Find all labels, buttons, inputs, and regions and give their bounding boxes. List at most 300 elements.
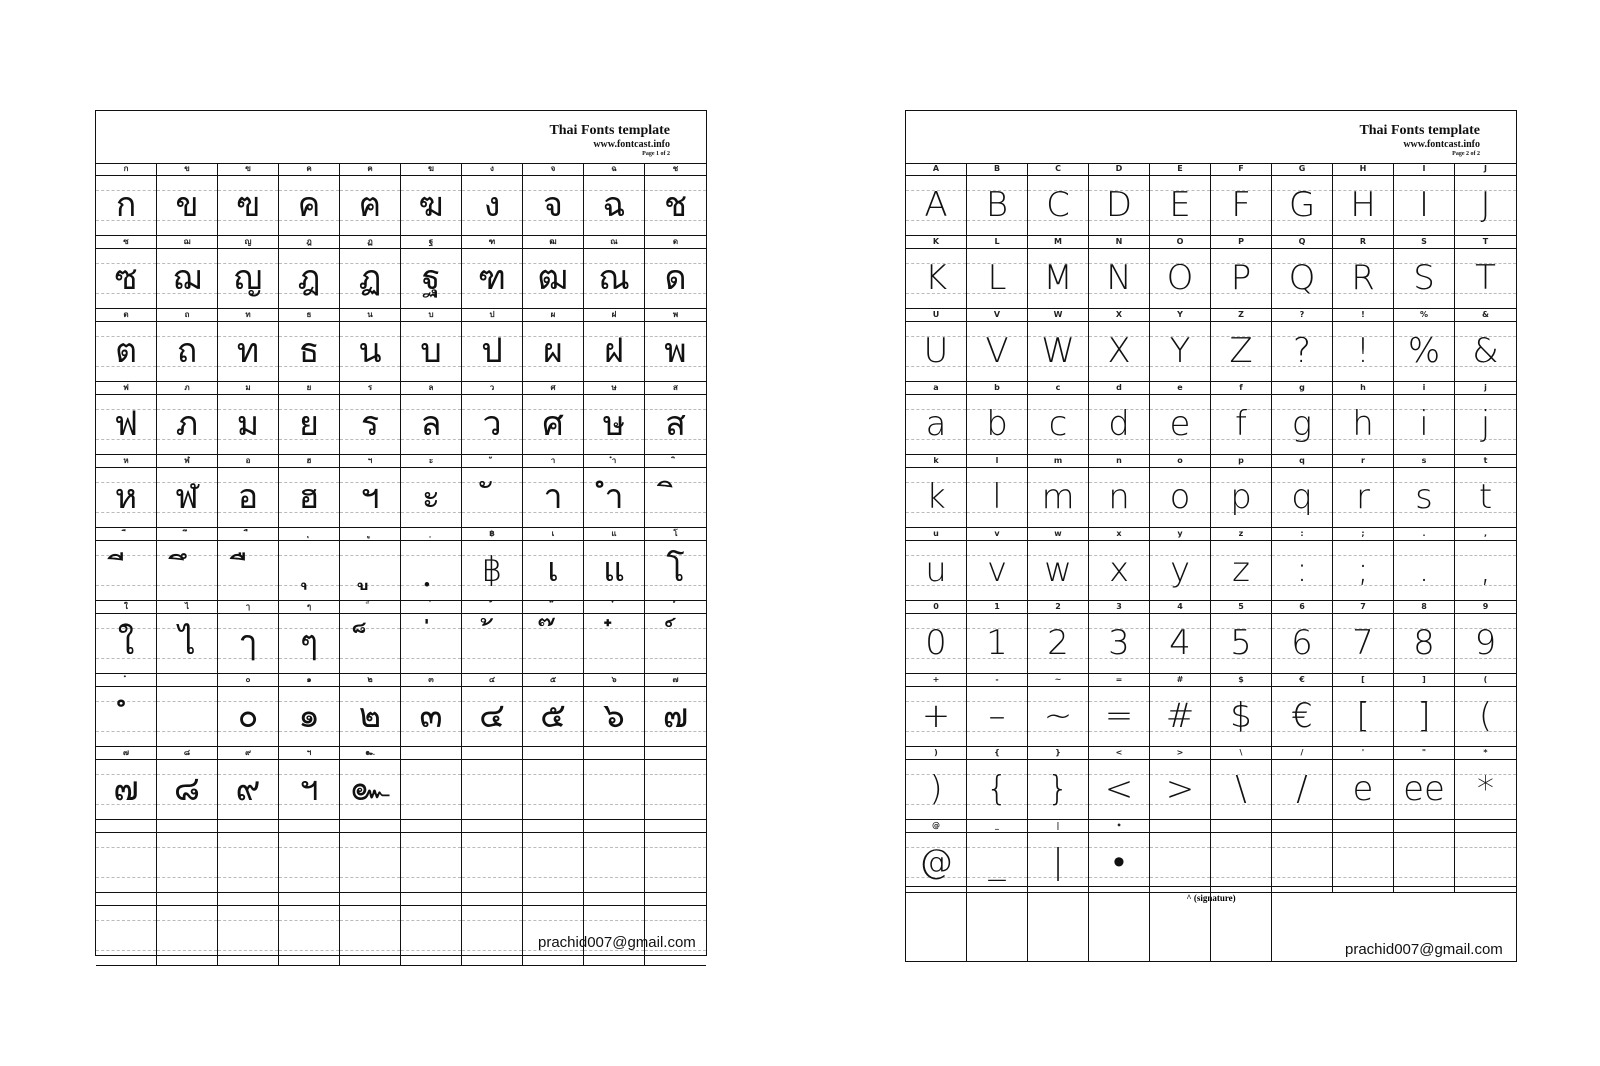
- latin-glyph-cell[interactable]: [906, 760, 967, 819]
- latin-glyph-cell[interactable]: [1211, 176, 1272, 235]
- latin-label-cell: :: [1272, 528, 1333, 540]
- latin-glyph-cell[interactable]: [1394, 833, 1455, 892]
- thai-glyph-cell[interactable]: [157, 395, 218, 454]
- thai-glyph: ๛: [350, 769, 390, 809]
- latin-label-cell: c: [1028, 382, 1089, 394]
- latin-glyph-row: [906, 541, 1516, 601]
- latin-glyph-cell[interactable]: [1333, 833, 1394, 892]
- thai-glyph-cell[interactable]: [645, 468, 706, 527]
- latin-glyph-cell[interactable]: [1028, 833, 1089, 892]
- thai-glyph-cell[interactable]: [401, 176, 462, 235]
- thai-glyph-cell[interactable]: [157, 541, 218, 600]
- thai-label-cell: [96, 820, 157, 832]
- right-sheet-page-number: Page 2 of 2: [1452, 151, 1480, 157]
- thai-glyph-cell[interactable]: [96, 760, 157, 819]
- thai-glyph-cell[interactable]: [584, 176, 645, 235]
- latin-label-cell: T: [1482, 237, 1489, 246]
- thai-glyph-cell[interactable]: [157, 322, 218, 381]
- latin-glyph: O: [1166, 258, 1194, 298]
- thai-glyph-cell[interactable]: [645, 833, 706, 892]
- thai-glyph-cell[interactable]: [279, 906, 340, 965]
- latin-glyph-cell[interactable]: [1272, 322, 1333, 381]
- thai-glyph-cell[interactable]: [279, 249, 340, 308]
- thai-glyph-row: [96, 176, 706, 236]
- thai-glyph-cell[interactable]: [340, 468, 401, 527]
- latin-glyph-cell[interactable]: [1089, 176, 1150, 235]
- latin-label-cell: !: [1333, 309, 1394, 321]
- thai-label-cell: [401, 820, 462, 832]
- thai-glyph: ใ: [117, 623, 135, 663]
- thai-glyph-cell[interactable]: [523, 249, 584, 308]
- latin-glyph-cell[interactable]: [1089, 322, 1150, 381]
- thai-glyph-cell[interactable]: [462, 322, 523, 381]
- thai-glyph-cell[interactable]: [157, 687, 218, 746]
- thai-glyph-cell[interactable]: [157, 468, 218, 527]
- thai-glyph-cell[interactable]: [218, 687, 279, 746]
- latin-label-cell: i: [1394, 382, 1455, 394]
- thai-label-cell: ฏ: [340, 236, 401, 248]
- latin-glyph-cell[interactable]: [1333, 249, 1394, 308]
- latin-glyph-cell[interactable]: [1028, 614, 1089, 673]
- thai-glyph-cell[interactable]: [218, 833, 279, 892]
- latin-glyph: >: [1165, 769, 1195, 809]
- thai-label-cell: ศ: [523, 382, 584, 394]
- thai-glyph-cell[interactable]: [340, 760, 401, 819]
- thai-glyph-cell[interactable]: [645, 322, 706, 381]
- thai-glyph-cell[interactable]: [218, 176, 279, 235]
- thai-glyph-cell[interactable]: [401, 395, 462, 454]
- latin-label-cell: U: [906, 309, 967, 321]
- latin-glyph-cell[interactable]: [967, 541, 1028, 600]
- latin-glyph-cell[interactable]: [1150, 614, 1211, 673]
- latin-glyph-cell[interactable]: [1089, 395, 1150, 454]
- thai-glyph-cell[interactable]: [584, 833, 645, 892]
- thai-glyph-cell[interactable]: [340, 176, 401, 235]
- right-sheet-email: prachid007@gmail.com: [1345, 941, 1503, 958]
- latin-glyph-cell[interactable]: [1272, 468, 1333, 527]
- latin-glyph-row: [906, 833, 1516, 893]
- thai-label-cell: [584, 820, 645, 832]
- thai-glyph-cell[interactable]: [218, 760, 279, 819]
- latin-glyph-cell[interactable]: [1455, 760, 1516, 819]
- thai-glyph: ๗: [662, 696, 689, 736]
- latin-glyph-cell[interactable]: [1089, 833, 1150, 892]
- thai-glyph-cell[interactable]: [340, 614, 401, 673]
- latin-label-cell: [1394, 820, 1455, 832]
- thai-glyph-cell[interactable]: [340, 687, 401, 746]
- thai-label-cell: [584, 747, 645, 759]
- latin-glyph-cell[interactable]: [1394, 760, 1455, 819]
- thai-label-cell: ภ: [157, 382, 218, 394]
- latin-glyph-cell[interactable]: [1333, 687, 1394, 746]
- thai-glyph: ต: [114, 331, 138, 371]
- latin-glyph-cell[interactable]: [1394, 176, 1455, 235]
- latin-glyph-cell[interactable]: [967, 760, 1028, 819]
- thai-glyph-cell[interactable]: [645, 541, 706, 600]
- thai-glyph-cell[interactable]: [96, 906, 157, 965]
- latin-glyph-cell[interactable]: [1272, 833, 1333, 892]
- thai-glyph-cell[interactable]: [279, 468, 340, 527]
- latin-glyph-cell[interactable]: [1333, 395, 1394, 454]
- thai-glyph-cell[interactable]: [279, 614, 340, 673]
- thai-label-cell: [340, 820, 401, 832]
- thai-label-cell: ฿: [462, 528, 523, 540]
- thai-glyph-cell[interactable]: [584, 541, 645, 600]
- thai-glyph-cell[interactable]: [279, 541, 340, 600]
- latin-glyph-cell[interactable]: [967, 395, 1028, 454]
- thai-label-cell: แ: [584, 528, 645, 540]
- thai-glyph: น: [358, 331, 382, 371]
- latin-label-cell: L: [967, 236, 1028, 248]
- latin-glyph-cell[interactable]: [1394, 249, 1455, 308]
- latin-glyph-cell[interactable]: [1394, 395, 1455, 454]
- latin-label-cell: $: [1211, 674, 1272, 686]
- latin-glyph-cell[interactable]: [1150, 760, 1211, 819]
- thai-label-row: [96, 382, 706, 395]
- thai-glyph: ๕: [540, 696, 566, 736]
- thai-glyph-cell[interactable]: [523, 395, 584, 454]
- thai-glyph-cell[interactable]: [96, 249, 157, 308]
- latin-glyph-cell[interactable]: [1394, 468, 1455, 527]
- latin-label-cell: [1333, 820, 1394, 832]
- latin-glyph-cell[interactable]: [1089, 468, 1150, 527]
- thai-glyph-cell[interactable]: [279, 395, 340, 454]
- latin-label-row: [906, 674, 1516, 687]
- thai-glyph-cell[interactable]: [523, 541, 584, 600]
- latin-glyph: ): [929, 769, 943, 809]
- latin-glyph: Q: [1288, 258, 1316, 298]
- thai-glyph-cell[interactable]: [462, 906, 523, 965]
- thai-glyph-cell[interactable]: [157, 176, 218, 235]
- thai-glyph-cell[interactable]: [279, 760, 340, 819]
- latin-label-row: [906, 820, 1516, 833]
- thai-glyph: บ: [420, 331, 442, 371]
- latin-glyph-cell[interactable]: [967, 468, 1028, 527]
- latin-glyph-cell[interactable]: [1455, 322, 1516, 381]
- latin-glyph-cell[interactable]: [1455, 395, 1516, 454]
- latin-glyph: /: [1296, 769, 1308, 809]
- latin-label-cell: ]: [1394, 674, 1455, 686]
- thai-label-cell: [523, 820, 584, 832]
- latin-label-cell: €: [1272, 674, 1333, 686]
- thai-glyph-cell[interactable]: [157, 833, 218, 892]
- thai-glyph-cell[interactable]: [645, 176, 706, 235]
- thai-glyph-cell[interactable]: [157, 906, 218, 965]
- latin-glyph: R: [1351, 258, 1375, 298]
- thai-glyph-cell[interactable]: [584, 687, 645, 746]
- thai-label-cell: จ: [523, 163, 584, 175]
- latin-glyph-cell[interactable]: [1333, 760, 1394, 819]
- thai-glyph-cell[interactable]: [401, 468, 462, 527]
- latin-glyph-cell[interactable]: [1028, 760, 1089, 819]
- thai-label-cell: ฯ: [279, 747, 340, 759]
- latin-glyph-cell[interactable]: [1455, 687, 1516, 746]
- latin-glyph-cell[interactable]: [1455, 614, 1516, 673]
- thai-glyph-cell[interactable]: [218, 906, 279, 965]
- latin-glyph-cell[interactable]: [967, 249, 1028, 308]
- thai-glyph-cell[interactable]: [218, 541, 279, 600]
- thai-glyph-cell[interactable]: [96, 833, 157, 892]
- thai-glyph-cell[interactable]: [401, 614, 462, 673]
- thai-glyph-cell[interactable]: [401, 249, 462, 308]
- latin-glyph-cell[interactable]: [906, 249, 967, 308]
- thai-label-cell: ซ: [96, 236, 157, 248]
- latin-glyph-cell[interactable]: [967, 833, 1028, 892]
- latin-glyph-cell[interactable]: [1272, 176, 1333, 235]
- latin-label-cell: P: [1211, 236, 1272, 248]
- latin-glyph: #: [1165, 696, 1195, 736]
- latin-glyph-cell[interactable]: [967, 322, 1028, 381]
- latin-glyph-cell[interactable]: [1333, 468, 1394, 527]
- latin-glyph-cell[interactable]: [1211, 322, 1272, 381]
- latin-glyph-cell[interactable]: [906, 176, 967, 235]
- thai-glyph-cell[interactable]: [523, 687, 584, 746]
- latin-glyph-cell[interactable]: [1211, 468, 1272, 527]
- latin-glyph-cell[interactable]: [906, 687, 967, 746]
- thai-glyph-cell[interactable]: [340, 249, 401, 308]
- latin-glyph-cell[interactable]: [1028, 322, 1089, 381]
- latin-label-cell: ": [1394, 747, 1455, 759]
- latin-glyph-cell[interactable]: [1211, 395, 1272, 454]
- thai-glyph: ธ: [298, 331, 320, 371]
- latin-label-cell: V: [967, 309, 1028, 321]
- latin-glyph: b: [986, 404, 1008, 444]
- thai-glyph-cell[interactable]: [462, 395, 523, 454]
- thai-label-cell: [157, 674, 218, 686]
- thai-glyph-cell[interactable]: [401, 322, 462, 381]
- latin-glyph-cell[interactable]: [1455, 468, 1516, 527]
- latin-glyph-cell[interactable]: [1455, 249, 1516, 308]
- thai-glyph: ำ: [604, 477, 624, 517]
- latin-glyph: €: [1291, 696, 1313, 736]
- thai-glyph-cell[interactable]: [157, 614, 218, 673]
- thai-glyph-cell[interactable]: [157, 760, 218, 819]
- thai-glyph-cell[interactable]: [462, 614, 523, 673]
- thai-glyph-cell[interactable]: [462, 249, 523, 308]
- latin-glyph-cell[interactable]: [1150, 833, 1211, 892]
- latin-glyph-cell[interactable]: [906, 468, 967, 527]
- thai-glyph-cell[interactable]: [462, 833, 523, 892]
- thai-glyph-cell[interactable]: [462, 468, 523, 527]
- thai-glyph-cell[interactable]: [523, 176, 584, 235]
- thai-glyph-cell[interactable]: [584, 322, 645, 381]
- latin-glyph-cell[interactable]: [906, 833, 967, 892]
- thai-glyph-cell[interactable]: [645, 614, 706, 673]
- thai-glyph-cell[interactable]: [340, 322, 401, 381]
- thai-glyph-cell[interactable]: [401, 906, 462, 965]
- thai-glyph-cell[interactable]: [218, 468, 279, 527]
- latin-glyph-cell[interactable]: [1028, 687, 1089, 746]
- thai-glyph-cell[interactable]: [401, 833, 462, 892]
- latin-glyph-cell[interactable]: [1150, 468, 1211, 527]
- latin-label-row: [906, 601, 1516, 614]
- thai-glyph-cell[interactable]: [462, 760, 523, 819]
- latin-glyph-cell[interactable]: [967, 687, 1028, 746]
- latin-glyph-cell[interactable]: [1211, 833, 1272, 892]
- thai-label-row: [96, 820, 706, 833]
- thai-glyph-cell[interactable]: [279, 833, 340, 892]
- thai-glyph-cell[interactable]: [645, 687, 706, 746]
- latin-label-cell: +: [906, 674, 967, 686]
- latin-glyph-cell[interactable]: [1028, 468, 1089, 527]
- thai-glyph-cell[interactable]: [96, 687, 157, 746]
- thai-glyph-cell[interactable]: [218, 395, 279, 454]
- thai-glyph-cell[interactable]: [279, 687, 340, 746]
- latin-glyph-cell[interactable]: [1150, 322, 1211, 381]
- thai-label-cell: ๆ: [279, 601, 340, 613]
- thai-glyph-cell[interactable]: [523, 760, 584, 819]
- latin-glyph-cell[interactable]: [1211, 687, 1272, 746]
- latin-label-cell: X: [1089, 309, 1150, 321]
- latin-glyph-cell[interactable]: [1394, 541, 1455, 600]
- latin-glyph-cell[interactable]: [1333, 614, 1394, 673]
- latin-label-cell: •: [1089, 820, 1150, 832]
- latin-glyph-cell[interactable]: [1150, 176, 1211, 235]
- thai-glyph-cell[interactable]: [218, 322, 279, 381]
- latin-glyph-cell[interactable]: [967, 176, 1028, 235]
- latin-glyph-cell[interactable]: [906, 541, 967, 600]
- latin-glyph-cell[interactable]: [906, 614, 967, 673]
- thai-glyph-cell[interactable]: [401, 760, 462, 819]
- latin-label-cell: p: [1211, 455, 1272, 467]
- thai-glyph-cell[interactable]: [96, 176, 157, 235]
- latin-glyph-cell[interactable]: [1272, 541, 1333, 600]
- latin-glyph: f: [1235, 404, 1247, 444]
- thai-glyph-cell[interactable]: [157, 249, 218, 308]
- thai-glyph-cell[interactable]: [401, 687, 462, 746]
- thai-glyph-cell[interactable]: [523, 468, 584, 527]
- latin-glyph-cell[interactable]: [1272, 687, 1333, 746]
- latin-glyph: @: [919, 842, 953, 882]
- thai-glyph-cell[interactable]: [340, 541, 401, 600]
- latin-glyph-cell[interactable]: [1150, 249, 1211, 308]
- thai-glyph-cell[interactable]: [340, 906, 401, 965]
- thai-glyph-cell[interactable]: [218, 614, 279, 673]
- thai-glyph-cell[interactable]: [279, 176, 340, 235]
- latin-label-cell: 5: [1211, 601, 1272, 613]
- thai-label-cell: ค: [279, 163, 340, 175]
- latin-glyph-cell[interactable]: [1028, 541, 1089, 600]
- latin-glyph-cell[interactable]: [1394, 322, 1455, 381]
- latin-glyph-cell[interactable]: [906, 395, 967, 454]
- thai-glyph-cell[interactable]: [218, 249, 279, 308]
- latin-glyph: 4: [1169, 623, 1191, 663]
- latin-glyph: T: [1475, 258, 1496, 298]
- latin-glyph-cell[interactable]: [1272, 760, 1333, 819]
- thai-glyph-cell[interactable]: [523, 833, 584, 892]
- thai-glyph-cell[interactable]: [584, 760, 645, 819]
- latin-glyph-cell[interactable]: [906, 322, 967, 381]
- thai-glyph-cell[interactable]: [96, 468, 157, 527]
- latin-glyph-cell[interactable]: [1211, 249, 1272, 308]
- latin-glyph-cell[interactable]: [1089, 614, 1150, 673]
- thai-glyph-cell[interactable]: [584, 249, 645, 308]
- latin-label-cell: =: [1089, 674, 1150, 686]
- thai-glyph: จ: [543, 185, 563, 225]
- thai-label-row: [96, 747, 706, 760]
- thai-glyph-cell[interactable]: [462, 687, 523, 746]
- thai-label-cell: ท: [218, 309, 279, 321]
- thai-glyph-cell[interactable]: [279, 322, 340, 381]
- thai-glyph-cell[interactable]: [401, 541, 462, 600]
- thai-glyph-cell[interactable]: [523, 322, 584, 381]
- thai-label-cell: ถ: [157, 309, 218, 321]
- latin-glyph-cell[interactable]: [1394, 614, 1455, 673]
- thai-glyph-cell[interactable]: [96, 541, 157, 600]
- latin-glyph-cell[interactable]: [1333, 176, 1394, 235]
- thai-glyph-cell[interactable]: [340, 833, 401, 892]
- latin-glyph: A: [924, 185, 948, 225]
- latin-glyph-cell[interactable]: [1272, 614, 1333, 673]
- thai-glyph-row: [96, 614, 706, 674]
- thai-glyph-cell[interactable]: [462, 541, 523, 600]
- latin-glyph-cell[interactable]: [1028, 176, 1089, 235]
- thai-label-cell: น: [340, 309, 401, 321]
- latin-label-cell: r: [1333, 455, 1394, 467]
- thai-glyph: ไ: [178, 623, 196, 663]
- latin-glyph-cell[interactable]: [1089, 687, 1150, 746]
- thai-glyph-cell[interactable]: [96, 614, 157, 673]
- latin-glyph-cell[interactable]: [1272, 395, 1333, 454]
- thai-glyph-cell[interactable]: [645, 760, 706, 819]
- latin-label-cell: J: [1484, 164, 1487, 173]
- latin-glyph-cell[interactable]: [1455, 541, 1516, 600]
- latin-glyph-cell[interactable]: [1333, 322, 1394, 381]
- thai-glyph-cell[interactable]: [645, 395, 706, 454]
- thai-glyph: ศ: [542, 404, 564, 444]
- thai-label-cell: ๛: [340, 747, 401, 759]
- latin-glyph-cell[interactable]: [1150, 541, 1211, 600]
- latin-glyph-cell[interactable]: [967, 614, 1028, 673]
- latin-glyph-cell[interactable]: [1150, 395, 1211, 454]
- thai-glyph-cell[interactable]: [462, 176, 523, 235]
- thai-glyph: ฒ: [537, 258, 569, 298]
- thai-label-cell: [401, 528, 462, 540]
- latin-glyph-cell[interactable]: [1028, 395, 1089, 454]
- latin-glyph-cell[interactable]: [1089, 541, 1150, 600]
- thai-glyph-cell[interactable]: [584, 614, 645, 673]
- thai-glyph-cell[interactable]: [523, 614, 584, 673]
- latin-glyph-cell[interactable]: [1028, 249, 1089, 308]
- latin-label-cell: \: [1211, 747, 1272, 759]
- latin-glyph: ,: [1480, 550, 1491, 590]
- thai-glyph: ว: [482, 404, 502, 444]
- latin-glyph-cell[interactable]: [1211, 614, 1272, 673]
- thai-label-row: [96, 455, 706, 468]
- latin-glyph-cell[interactable]: [1333, 541, 1394, 600]
- latin-glyph-cell[interactable]: [1455, 833, 1516, 892]
- latin-glyph-cell[interactable]: [1211, 541, 1272, 600]
- thai-glyph-cell[interactable]: [96, 322, 157, 381]
- latin-label-cell: .: [1394, 528, 1455, 540]
- thai-glyph-cell[interactable]: [645, 249, 706, 308]
- thai-glyph-cell[interactable]: [584, 395, 645, 454]
- latin-glyph-cell[interactable]: [1150, 687, 1211, 746]
- latin-glyph-cell[interactable]: [1394, 687, 1455, 746]
- thai-glyph-cell[interactable]: [96, 395, 157, 454]
- latin-glyph-cell[interactable]: [1089, 249, 1150, 308]
- thai-label-cell: ง: [462, 163, 523, 175]
- thai-glyph: อ: [237, 477, 259, 517]
- latin-glyph-cell[interactable]: [1211, 760, 1272, 819]
- latin-glyph-cell[interactable]: [1272, 249, 1333, 308]
- thai-glyph-cell[interactable]: [340, 395, 401, 454]
- latin-glyph-cell[interactable]: [1089, 760, 1150, 819]
- thai-glyph: ข: [175, 185, 199, 225]
- thai-glyph-cell[interactable]: [584, 468, 645, 527]
- latin-glyph-cell[interactable]: [1455, 176, 1516, 235]
- thai-glyph: ส: [665, 404, 686, 444]
